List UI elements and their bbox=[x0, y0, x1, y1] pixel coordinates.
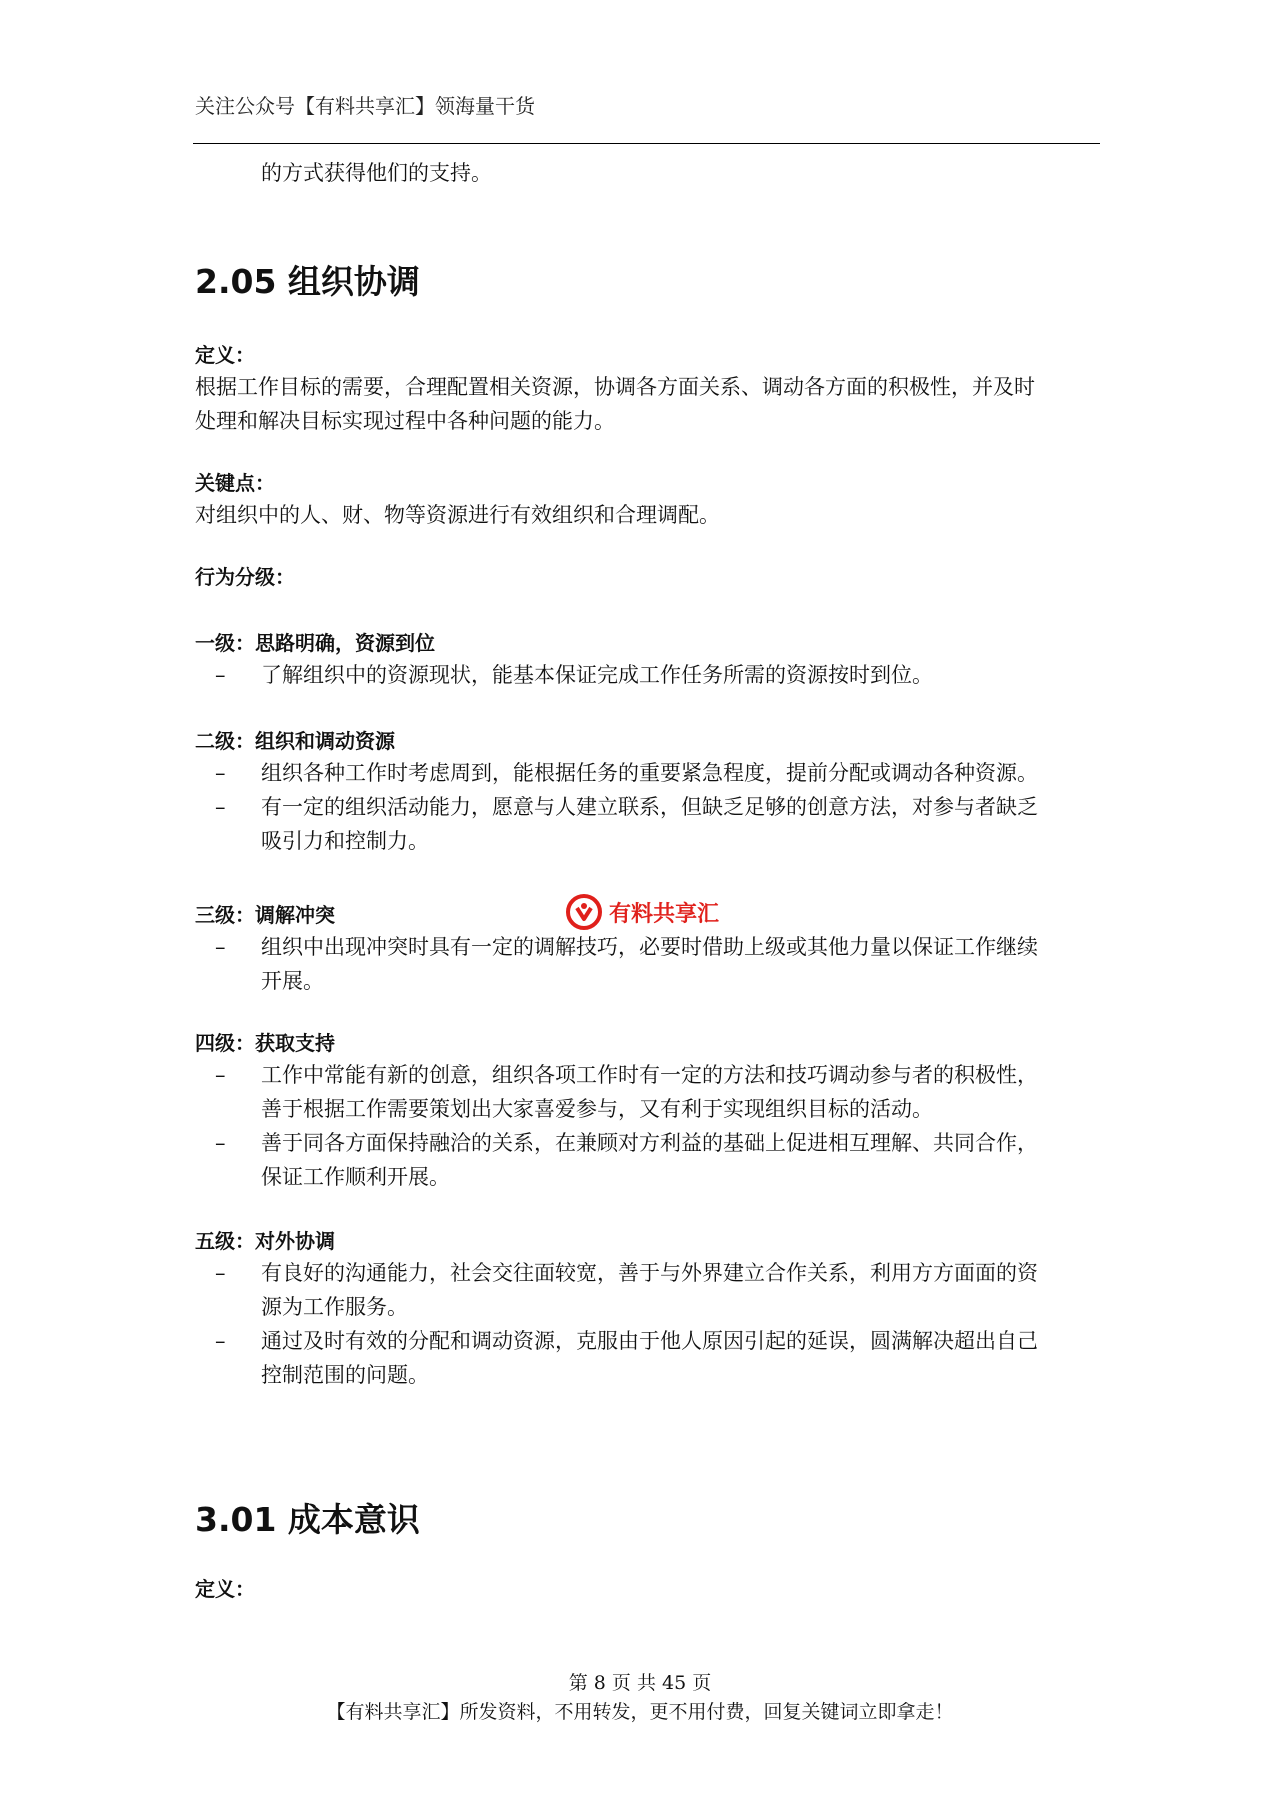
dash-bullet-icon: – bbox=[215, 761, 226, 785]
header-divider bbox=[193, 143, 1100, 144]
definition-line: 根据工作目标的需要，合理配置相关资源，协调各方面关系、调动各方面的积极性，并及时 bbox=[195, 375, 1035, 399]
level-1-title: 一级：思路明确，资源到位 bbox=[195, 631, 435, 655]
keypoint-text: 对组织中的人、财、物等资源进行有效组织和合理调配。 bbox=[195, 503, 720, 527]
definition-line: 处理和解决目标实现过程中各种问题的能力。 bbox=[195, 409, 615, 433]
definition-label: 定义： bbox=[195, 1577, 255, 1601]
level-3-title: 三级：调解冲突 bbox=[195, 903, 335, 927]
definition-label: 定义： bbox=[195, 343, 255, 367]
footer-note: 【有料共享汇】所发资料，不用转发，更不用付费，回复关键词立即拿走！ bbox=[326, 1701, 954, 1723]
list-item: – 有一定的组织活动能力，愿意与人建立联系，但缺乏足够的创意方法，对参与者缺乏 吸引力和控制力。 bbox=[195, 790, 1098, 858]
list-item: – 通过及时有效的分配和调动资源，克服由于他人原因引起的延误，圆满解决超出自己 控制范围的问题。 bbox=[195, 1324, 1098, 1392]
page-header: 关注公众号【有料共享汇】领海量干货 bbox=[195, 94, 535, 118]
list-item: – 有良好的沟通能力，社会交往面较宽，善于与外界建立合作关系，利用方方面面的资 源为工作服务。 bbox=[195, 1256, 1098, 1324]
list-item: – 组织各种工作时考虑周到，能根据任务的重要紧急程度，提前分配或调动各种资源。 bbox=[195, 756, 1098, 790]
level-4-title: 四级：获取支持 bbox=[195, 1031, 335, 1055]
brand-logo-text: 有料共享汇 bbox=[609, 901, 720, 927]
dash-bullet-icon: – bbox=[215, 1261, 226, 1285]
brand-seal-icon bbox=[565, 893, 603, 931]
level-5-title: 五级：对外协调 bbox=[195, 1229, 335, 1253]
levels-label: 行为分级： bbox=[195, 565, 295, 589]
page-number: 第 8 页 共 45 页 bbox=[568, 1672, 712, 1694]
dash-bullet-icon: – bbox=[215, 1063, 226, 1087]
list-item: – 善于同各方面保持融洽的关系，在兼顾对方利益的基础上促进相互理解、共同合作， 保证工作顺利开展。 bbox=[195, 1126, 1098, 1194]
dash-bullet-icon: – bbox=[215, 1131, 226, 1155]
list-item: – 了解组织中的资源现状，能基本保证完成工作任务所需的资源按时到位。 bbox=[195, 658, 1098, 692]
list-item: – 组织中出现冲突时具有一定的调解技巧，必要时借助上级或其他力量以保证工作继续 开展。 bbox=[195, 930, 1098, 998]
section-title-3-01: 3.01 成本意识 bbox=[195, 1500, 420, 1539]
page-body bbox=[195, 150, 1098, 1604]
dash-bullet-icon: – bbox=[215, 935, 226, 959]
continuation-text: 的方式获得他们的支持。 bbox=[261, 161, 492, 185]
keypoint-label: 关键点： bbox=[195, 471, 275, 495]
list-item: – 工作中常能有新的创意，组织各项工作时有一定的方法和技巧调动参与者的积极性， 善于根据工作需要策划出大家喜爱参与，又有利于实现组织目标的活动。 bbox=[195, 1058, 1098, 1126]
dash-bullet-icon: – bbox=[215, 1329, 226, 1353]
dash-bullet-icon: – bbox=[215, 795, 226, 819]
brand-logo bbox=[565, 892, 719, 932]
level-2-title: 二级：组织和调动资源 bbox=[195, 729, 395, 753]
dash-bullet-icon: – bbox=[215, 663, 226, 687]
section-title-2-05: 2.05 组织协调 bbox=[195, 262, 420, 301]
